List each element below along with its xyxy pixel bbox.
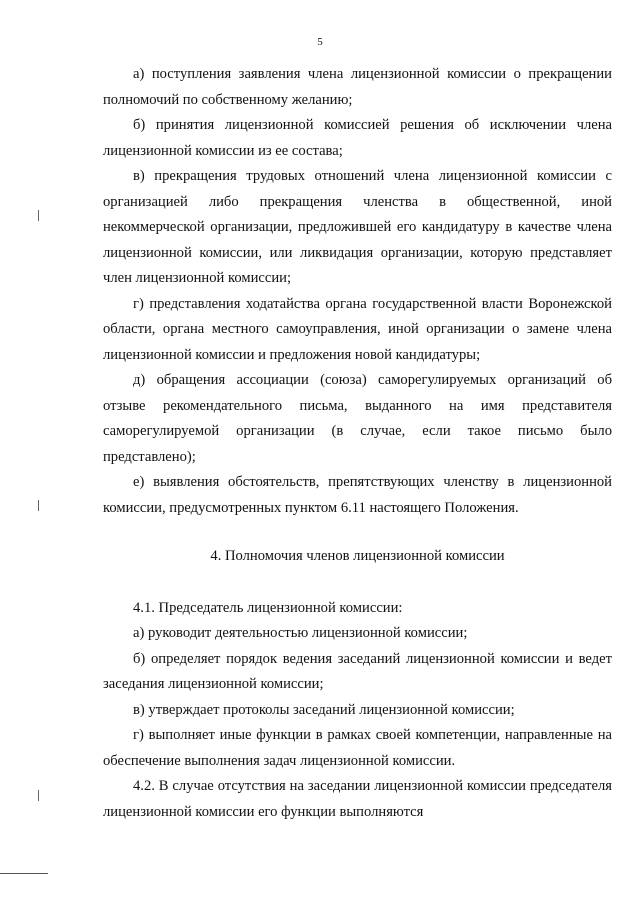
- paragraph-d: д) обращения ассоциации (союза) саморегулируемых организаций об отзыве рекомендательного письма, выданного на имя представителя саморегулируемой организации (в случае, если такое письмо было представлено);: [103, 372, 612, 465]
- paragraph-a: а) поступления заявления члена лицензионной комиссии о прекращении полномочий по собственному желанию;: [103, 66, 612, 108]
- margin-mark: [38, 500, 39, 511]
- footer-rule: [0, 873, 48, 874]
- paragraph-e: е) выявления обстоятельств, препятствующих членству в лицензионной комиссии, предусмотренных пунктом 6.11 настоящего Положения.: [103, 474, 612, 516]
- paragraph-4-2: 4.2. В случае отсутствия на заседании лицензионной комиссии председателя лицензионной комиссии его функции выполняются: [103, 778, 612, 820]
- document-body: [103, 62, 612, 825]
- paragraph-b: б) принятия лицензионной комиссией решения об исключении члена лицензионной комиссии из ее состава;: [103, 117, 612, 159]
- paragraph-4-1-v: в) утверждает протоколы заседаний лицензионной комиссии;: [133, 701, 515, 718]
- paragraph-4-1-a: а) руководит деятельностью лицензионной комиссии;: [133, 625, 468, 641]
- paragraph-4-1: 4.1. Председатель лицензионной комиссии:: [133, 599, 403, 616]
- page-number: 5: [317, 36, 323, 48]
- paragraph-4-1-b: б) определяет порядок ведения заседаний лицензионной комиссии и ведет заседания лицензионной комиссии;: [103, 650, 612, 692]
- paragraph-4-1-g: г) выполняет иные функции в рамках своей компетенции, направленные на обеспечение выполнения задач лицензионной комиссии.: [103, 727, 612, 769]
- paragraph-v: в) прекращения трудовых отношений члена лицензионной комиссии с организацией либо прекращения членства в общественной, иной некоммерческой организации, предложившей его кандидатуру в качестве члена лицензионной комиссии, или ликвидация организации, которую представляет член лицензионной комиссии;: [103, 168, 612, 286]
- section-heading: 4. Полномочия членов лицензионной комиссии: [210, 548, 505, 564]
- margin-mark: [38, 790, 39, 801]
- paragraph-g: г) представления ходатайства органа государственной власти Воронежской области, органа местного самоуправления, иной организации о замене члена лицензионной комиссии и предложения новой кандидатуры;: [103, 295, 612, 363]
- margin-mark: [38, 210, 39, 221]
